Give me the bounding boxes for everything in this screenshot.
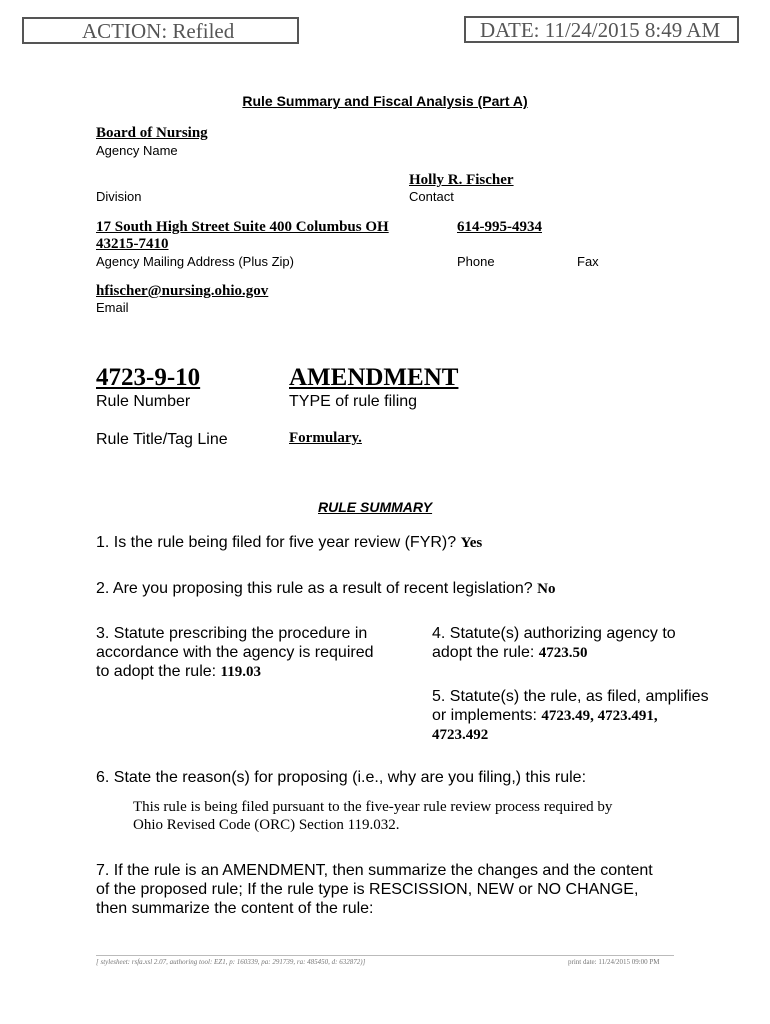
- date-text: DATE: 11/24/2015 8:49 AM: [480, 18, 721, 42]
- question-6-answer: [133, 798, 612, 834]
- rule-title-label: Rule Title/Tag Line: [96, 431, 228, 448]
- rule-number-label: Rule Number: [96, 393, 191, 410]
- question-4-line2-wrap: [432, 643, 752, 663]
- question-3-answer: 119.03: [220, 664, 261, 680]
- action-text: ACTION: Refiled: [82, 19, 235, 43]
- footer-right: print date: 11/24/2015 09:00 PM: [568, 958, 660, 966]
- question-5-line1: 5. Statute(s) the rule, as filed, amplifies: [432, 688, 709, 705]
- question-2: [96, 579, 556, 599]
- fax-label: Fax: [577, 254, 599, 269]
- footer-left: [ stylesheet: rsfa.xsl 2.07, authoring tool: EZ1, p: 160339, pa: 291739, ra: 485450, d: 632872)]: [96, 958, 366, 966]
- question-5-line2: or implements:: [432, 707, 537, 724]
- contact-label: Contact: [409, 189, 454, 204]
- question-7-line1: 7. If the rule is an AMENDMENT, then summarize the changes and the content: [96, 862, 653, 879]
- question-5: [432, 687, 752, 745]
- question-1: [96, 533, 482, 553]
- page-title: Rule Summary and Fiscal Analysis (Part A): [242, 93, 528, 109]
- rule-title-value: Formulary.: [289, 430, 362, 446]
- question-3-line2: accordance with the agency is required: [96, 644, 374, 661]
- question-5-line2-wrap: [432, 706, 752, 726]
- rule-number-value: 4723-9-10: [96, 364, 201, 391]
- contact-value: Holly R. Fischer: [409, 172, 514, 188]
- question-2-text: 2. Are you proposing this rule as a result of recent legislation?: [96, 580, 533, 597]
- question-7: [96, 861, 653, 918]
- division-label: Division: [96, 189, 142, 204]
- footer-divider: [96, 955, 674, 956]
- rule-summary-heading: RULE SUMMARY: [318, 499, 433, 515]
- rule-type-value: AMENDMENT: [289, 364, 459, 391]
- phone-value: 614-995-4934: [457, 219, 542, 235]
- question-2-answer: No: [537, 581, 556, 597]
- address-line1: 17 South High Street Suite 400 Columbus OH: [96, 219, 389, 235]
- question-3-line3: to adopt the rule:: [96, 663, 217, 680]
- question-5-answer-b: 4723.492: [432, 727, 489, 743]
- question-6-answer-line2: Ohio Revised Code (ORC) Section 119.032.: [133, 817, 400, 833]
- question-3-line3-wrap: [96, 662, 396, 682]
- date-box: [464, 16, 739, 43]
- question-7-line2: of the proposed rule; If the rule type is RESCISSION, NEW or NO CHANGE,: [96, 881, 639, 898]
- address-line2: 43215-7410: [96, 236, 169, 252]
- question-1-answer: Yes: [460, 535, 483, 551]
- question-6-text: 6. State the reason(s) for proposing (i.e., why are you filing,) this rule:: [96, 769, 587, 786]
- question-6-answer-line1: This rule is being filed pursuant to the five-year rule review process required by: [133, 799, 613, 815]
- question-4: [432, 624, 752, 663]
- question-4-answer: 4723.50: [538, 645, 588, 661]
- action-box: [22, 17, 299, 44]
- address-label: Agency Mailing Address (Plus Zip): [96, 254, 294, 269]
- agency-name-label: Agency Name: [96, 143, 178, 158]
- question-4-line2: adopt the rule:: [432, 644, 535, 661]
- question-3-line1: 3. Statute prescribing the procedure in: [96, 625, 368, 642]
- question-3: [96, 624, 396, 682]
- question-7-line3: then summarize the content of the rule:: [96, 900, 374, 917]
- agency-name-value: Board of Nursing: [96, 125, 208, 141]
- rule-type-label: TYPE of rule filing: [289, 393, 418, 410]
- email-value: hfischer@nursing.ohio.gov: [96, 283, 269, 299]
- question-4-line1: 4. Statute(s) authorizing agency to: [432, 625, 676, 642]
- question-5-answer-a: 4723.49, 4723.491,: [541, 708, 658, 724]
- question-1-text: 1. Is the rule being filed for five year review (FYR)?: [96, 534, 457, 551]
- email-label: Email: [96, 300, 129, 315]
- phone-label: Phone: [457, 254, 495, 269]
